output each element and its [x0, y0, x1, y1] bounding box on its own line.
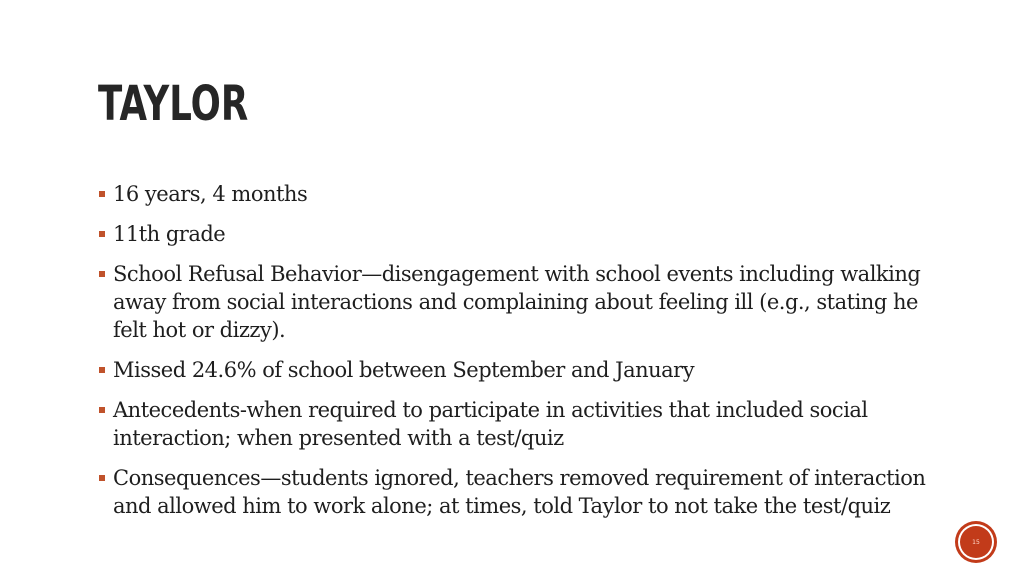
bullet-square-icon — [99, 231, 105, 237]
bullet-text: School Refusal Behavior—disengagement with school events including walking away from social interactions and complaining about feeling ill (e.g., stating he felt hot or dizzy). — [113, 262, 921, 342]
bullet-item — [97, 396, 927, 452]
bullet-square-icon — [99, 475, 105, 481]
bullet-square-icon — [99, 367, 105, 373]
bullet-square-icon — [99, 407, 105, 413]
bullet-square-icon — [99, 271, 105, 277]
bullet-text: 16 years, 4 months — [113, 182, 308, 206]
bullet-text: 11th grade — [113, 222, 226, 246]
slide-number-badge — [958, 524, 994, 560]
bullet-text: Consequences—students ignored, teachers removed requirement of interaction and allowed him to work alone; at times, told Taylor to not take the test/quiz — [113, 466, 926, 518]
bullet-text: Missed 24.6% of school between September and January — [113, 358, 695, 382]
bullet-square-icon — [99, 191, 105, 197]
bullet-text: Antecedents-when required to participate in activities that included social interaction; when presented with a test/quiz — [113, 398, 868, 450]
bullet-item — [97, 220, 927, 248]
slide-number: 15 — [972, 538, 980, 546]
bullet-item — [97, 180, 927, 208]
bullet-item — [97, 260, 927, 344]
bullet-list — [97, 180, 927, 532]
bullet-item — [97, 464, 927, 520]
bullet-item — [97, 356, 927, 384]
slide-title: TAYLOR — [98, 76, 249, 132]
